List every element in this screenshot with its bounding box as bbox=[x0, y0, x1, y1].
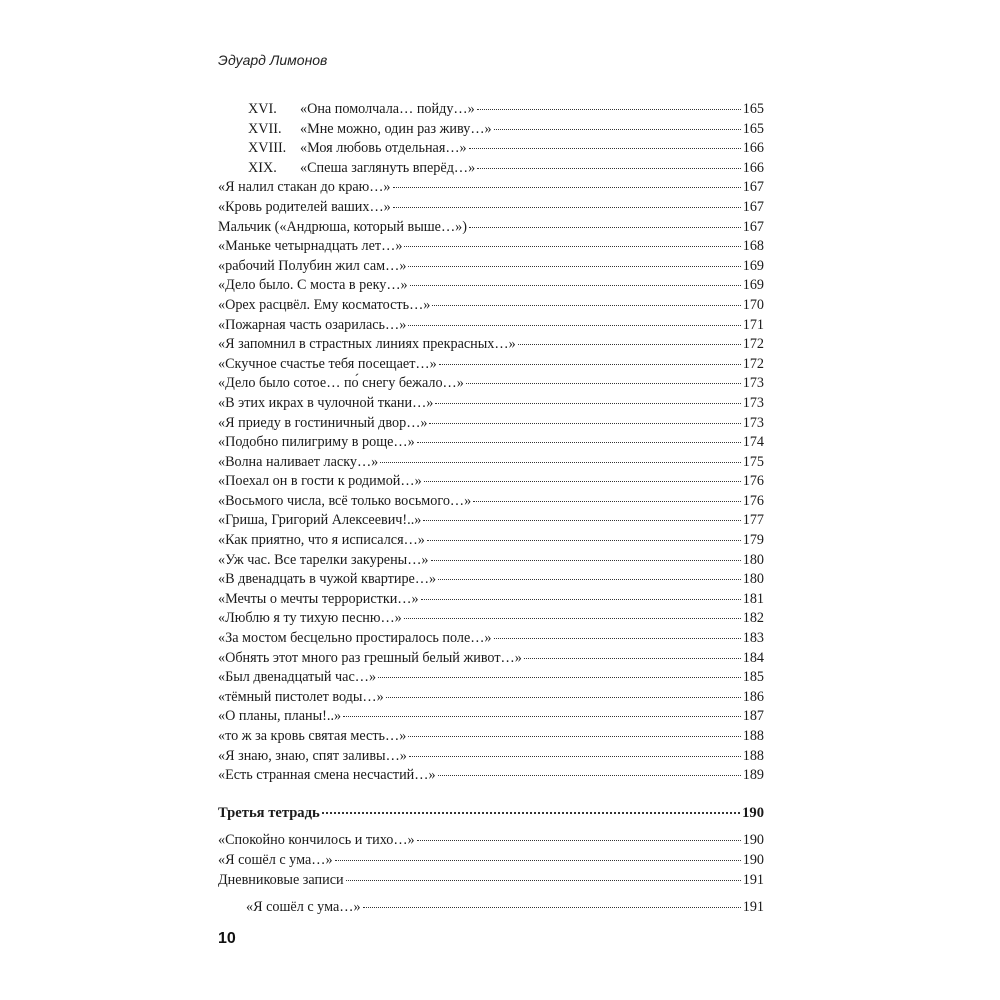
toc-entry bbox=[218, 237, 764, 257]
toc-entry-title: «Был двенадцатый час…» bbox=[218, 669, 377, 686]
toc-entry bbox=[218, 649, 764, 669]
toc-leader bbox=[363, 907, 741, 908]
toc-entry-title: «тёмный пистолет воды…» bbox=[218, 688, 384, 705]
toc-leader bbox=[439, 364, 741, 365]
toc-entry bbox=[218, 296, 764, 316]
toc-entry bbox=[218, 218, 764, 238]
toc-entry-page: 171 bbox=[742, 316, 764, 333]
toc-entry-page: 191 bbox=[742, 899, 764, 916]
toc-entry-title: «Кровь родителей ваших…» bbox=[218, 198, 391, 215]
toc-leader bbox=[477, 109, 741, 110]
toc-entry-page: 173 bbox=[742, 394, 764, 411]
toc-entry-title: «Дело было сотое… по́ снегу бежало…» bbox=[218, 375, 464, 392]
toc-entry-title: «Люблю я ту тихую песню…» bbox=[218, 610, 402, 627]
toc-leader bbox=[427, 540, 741, 541]
toc-leader bbox=[421, 599, 741, 600]
toc-entry-page: 173 bbox=[742, 414, 764, 431]
section-spacer bbox=[218, 823, 764, 831]
toc-entry-page: 166 bbox=[742, 159, 764, 176]
toc-entry-page: 170 bbox=[742, 296, 764, 313]
toc-leader bbox=[435, 403, 740, 404]
toc-entry-page: 167 bbox=[742, 179, 764, 196]
toc-leader bbox=[386, 697, 741, 698]
toc-entry bbox=[218, 747, 764, 767]
toc-entry bbox=[218, 139, 764, 159]
toc-entry-title: «За мостом бесцельно простиралось поле…» bbox=[218, 630, 492, 647]
toc-leader bbox=[417, 840, 741, 841]
toc-entry-number: XVII. bbox=[248, 120, 282, 137]
toc-entry-page: 172 bbox=[742, 355, 764, 372]
toc-leader bbox=[393, 207, 741, 208]
toc-entry-page: 167 bbox=[742, 218, 764, 235]
toc-entry-title: «Дело было. С моста в реку…» bbox=[218, 277, 408, 294]
toc-entry-page: 191 bbox=[742, 871, 764, 888]
toc-entry-page: 190 bbox=[742, 832, 764, 849]
toc-leader bbox=[494, 129, 741, 130]
toc-leader bbox=[424, 481, 741, 482]
toc-entry-page: 173 bbox=[742, 375, 764, 392]
toc-entry-title: «Пожарная часть озарилась…» bbox=[218, 316, 407, 333]
toc-entry bbox=[218, 609, 764, 629]
toc-leader bbox=[469, 227, 741, 228]
toc-entry-page: 176 bbox=[742, 473, 764, 490]
toc-entry bbox=[218, 551, 764, 571]
toc-entry bbox=[218, 414, 764, 434]
toc-entry-page: 188 bbox=[742, 747, 764, 764]
toc-entry-page: 176 bbox=[742, 492, 764, 509]
toc-entry bbox=[218, 727, 764, 747]
toc-entry-title: «Мечты о мечты террористки…» bbox=[218, 590, 419, 607]
toc-entry-title: «Мне можно, один раз живу…» bbox=[300, 120, 492, 137]
toc-entry-title: «рабочий Полубин жил сам…» bbox=[218, 257, 407, 274]
toc-leader bbox=[432, 305, 740, 306]
toc-entry-page: 168 bbox=[742, 238, 764, 255]
toc-entry-page: 190 bbox=[742, 851, 764, 868]
toc-entry-title: «то ж за кровь святая месть…» bbox=[218, 728, 407, 744]
toc-entry-title: Мальчик («Андрюша, который выше…») bbox=[218, 218, 467, 235]
toc-entry bbox=[218, 276, 764, 296]
toc-entry-title: «Восьмого числа, всё только восьмого…» bbox=[218, 492, 472, 509]
toc-entry bbox=[218, 394, 764, 414]
toc-leader bbox=[438, 579, 741, 580]
toc-leader bbox=[423, 520, 740, 521]
toc-leader bbox=[429, 423, 740, 424]
toc-leader bbox=[438, 775, 741, 776]
toc-entry-page: 167 bbox=[742, 198, 764, 215]
toc-entry-title: «В этих икрах в чулочной ткани…» bbox=[218, 394, 434, 411]
toc-leader bbox=[404, 246, 740, 247]
toc-leader bbox=[477, 168, 741, 169]
toc-entry-page: 165 bbox=[742, 101, 764, 117]
toc-leader bbox=[417, 442, 741, 443]
toc-entry bbox=[218, 707, 764, 727]
toc-entry bbox=[218, 511, 764, 531]
toc-entry-page: 183 bbox=[742, 630, 764, 647]
toc-entry-page: 187 bbox=[742, 708, 764, 725]
toc-leader bbox=[380, 462, 740, 463]
toc-leader bbox=[409, 756, 741, 757]
toc-entry bbox=[218, 374, 764, 394]
running-head: Эдуард Лимонов bbox=[218, 52, 328, 68]
toc-leader bbox=[466, 383, 741, 384]
toc-group-2 bbox=[218, 831, 764, 890]
toc-leader bbox=[410, 285, 741, 286]
table-of-contents bbox=[218, 100, 764, 918]
toc-entry bbox=[218, 590, 764, 610]
toc-entry-title: «Я запомнил в страстных линиях прекрасных…» bbox=[218, 336, 516, 353]
toc-entry bbox=[218, 257, 764, 277]
toc-entry-title: «Поехал он в гости к родимой…» bbox=[218, 473, 422, 490]
toc-entry-page: 185 bbox=[742, 669, 764, 686]
section-spacer bbox=[218, 786, 764, 804]
toc-entry-page: 169 bbox=[742, 277, 764, 294]
toc-entry-page: 165 bbox=[742, 120, 764, 137]
toc-leader bbox=[408, 325, 740, 326]
section-spacer bbox=[218, 890, 764, 898]
toc-entry bbox=[218, 453, 764, 473]
toc-leader bbox=[335, 860, 741, 861]
toc-entry bbox=[218, 668, 764, 688]
toc-entry bbox=[218, 335, 764, 355]
toc-entry-page: 186 bbox=[742, 688, 764, 705]
toc-entry-page: 179 bbox=[742, 532, 764, 549]
toc-entry-title: «Как приятно, что я исписался…» bbox=[218, 532, 425, 549]
toc-leader bbox=[346, 880, 741, 881]
toc-entry-title: «Моя любовь отдельная…» bbox=[300, 140, 467, 157]
toc-section-page: 190 bbox=[742, 804, 764, 821]
toc-entry-page: 180 bbox=[742, 551, 764, 568]
toc-entry-title: «Маньке четырнадцать лет…» bbox=[218, 238, 403, 255]
toc-entry bbox=[218, 178, 764, 198]
toc-entry-page: 174 bbox=[742, 434, 764, 451]
toc-leader bbox=[408, 266, 740, 267]
toc-entry-title: «Скучное счастье тебя посещает…» bbox=[218, 355, 437, 372]
toc-section-title: Третья тетрадь bbox=[218, 804, 320, 821]
toc-leader bbox=[343, 716, 741, 717]
toc-entry bbox=[218, 871, 764, 891]
toc-entry-title: «Я приеду в гостиничный двор…» bbox=[218, 414, 428, 431]
toc-leader bbox=[494, 638, 741, 639]
toc-entry bbox=[218, 851, 764, 871]
toc-leader bbox=[378, 677, 741, 678]
toc-entry-title: «О планы, планы!..» bbox=[218, 708, 342, 725]
toc-entry-title: «Волна наливает ласку…» bbox=[218, 453, 379, 470]
toc-entry-title: «Спеша заглянуть вперёд…» bbox=[300, 159, 476, 176]
toc-entry-number: XIX. bbox=[248, 159, 277, 176]
toc-entry-page: 172 bbox=[742, 336, 764, 353]
toc-section-heading bbox=[218, 804, 764, 824]
toc-entry-number: XVI. bbox=[248, 101, 277, 117]
toc-entry-page: 181 bbox=[742, 590, 764, 607]
toc-entry-page: 189 bbox=[742, 767, 764, 784]
toc-entry-number: XVIII. bbox=[248, 140, 287, 157]
toc-entry-title: «Спокойно кончилось и тихо…» bbox=[218, 832, 415, 849]
toc-entry-title: «Орех расцвёл. Ему косматость…» bbox=[218, 296, 431, 313]
toc-entry-page: 182 bbox=[742, 610, 764, 627]
toc-leader bbox=[408, 736, 740, 737]
toc-entry bbox=[218, 198, 764, 218]
toc-entry-page: 177 bbox=[742, 512, 764, 529]
toc-leader bbox=[404, 618, 741, 619]
toc-entry bbox=[218, 629, 764, 649]
toc-entry bbox=[218, 355, 764, 375]
toc-entry-page: 169 bbox=[742, 257, 764, 274]
toc-leader bbox=[524, 658, 741, 659]
toc-entry bbox=[218, 159, 764, 179]
page-number: 10 bbox=[218, 930, 236, 947]
toc-entry-title: Дневниковые записи bbox=[218, 871, 344, 888]
toc-entry-title: «Есть странная смена несчастий…» bbox=[218, 767, 436, 784]
toc-entry-title: «В двенадцать в чужой квартире…» bbox=[218, 571, 437, 588]
toc-entry-page: 180 bbox=[742, 571, 764, 588]
toc-entry bbox=[218, 492, 764, 512]
toc-entry-page: 184 bbox=[742, 649, 764, 666]
toc-entry bbox=[218, 120, 764, 140]
toc-group-1 bbox=[218, 100, 764, 786]
toc-leader bbox=[518, 344, 741, 345]
toc-entry-title: «Подобно пилигриму в роще…» bbox=[218, 434, 415, 451]
toc-leader bbox=[473, 501, 741, 502]
toc-entry bbox=[218, 831, 764, 851]
toc-leader bbox=[393, 187, 741, 188]
toc-leader bbox=[431, 560, 741, 561]
toc-entry bbox=[218, 688, 764, 708]
toc-entry bbox=[218, 316, 764, 336]
toc-entry-title: «Гриша, Григорий Алексеевич!..» bbox=[218, 512, 422, 529]
toc-entry-title: «Обнять этот много раз грешный белый живот…» bbox=[218, 649, 522, 666]
toc-entry bbox=[218, 570, 764, 590]
toc-entry-title: «Я сошёл с ума…» bbox=[246, 899, 361, 916]
toc-entry bbox=[218, 100, 764, 120]
toc-entry-title: «Я знаю, знаю, спят заливы…» bbox=[218, 747, 407, 764]
toc-entry-page: 175 bbox=[742, 453, 764, 470]
toc-entry bbox=[218, 766, 764, 786]
toc-leader bbox=[469, 148, 741, 149]
toc-entry bbox=[218, 472, 764, 492]
toc-leader bbox=[322, 812, 740, 814]
toc-entry-page: 188 bbox=[742, 728, 764, 744]
toc-entry bbox=[218, 433, 764, 453]
toc-entry bbox=[218, 531, 764, 551]
toc-entry-title: «Уж час. Все тарелки закурены…» bbox=[218, 551, 429, 568]
toc-sub-entry bbox=[218, 898, 764, 918]
toc-entry-page: 166 bbox=[742, 140, 764, 157]
toc-entry-title: «Я сошёл с ума…» bbox=[218, 851, 333, 868]
toc-entry-title: «Я налил стакан до краю…» bbox=[218, 179, 391, 196]
toc-entry-title: «Она помолчала… пойду…» bbox=[300, 101, 475, 117]
